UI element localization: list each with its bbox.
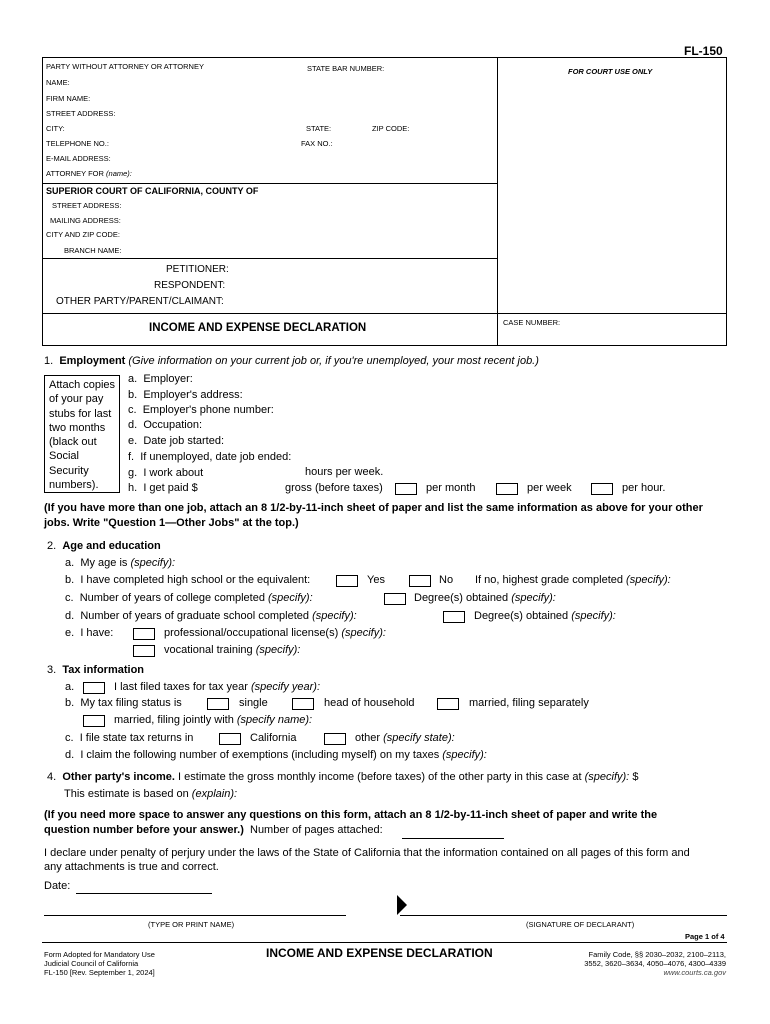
petitioner-label: PETITIONER: [166, 264, 229, 275]
license-label: professional/occupational license(s) (specify): [164, 627, 386, 639]
divider [42, 183, 497, 184]
divider [42, 313, 727, 314]
attorney-for-label: ATTORNEY FOR (name): [46, 169, 132, 178]
signature-line[interactable] [400, 915, 727, 916]
s3-heading: 3. Tax information [47, 664, 145, 676]
declaration-text-2: any attachments is true and correct. [44, 861, 219, 873]
respondent-label: RESPONDENT: [154, 280, 226, 291]
firm-label: FIRM NAME: [46, 94, 91, 103]
s2-a: a. My age is (specify): [65, 557, 176, 569]
california-checkbox[interactable] [219, 733, 241, 745]
hoh-label: head of household [324, 697, 415, 709]
last-filed-checkbox[interactable] [83, 682, 105, 694]
hs-yes-label: Yes [367, 574, 385, 586]
footer-adopted: Form Adopted for Mandatory Use [44, 950, 155, 959]
court-street-label: STREET ADDRESS: [52, 201, 122, 210]
s1-item-g: g. I work about [128, 467, 204, 479]
party-label: PARTY WITHOUT ATTORNEY OR ATTORNEY [46, 62, 204, 71]
hs-if-no-label: If no, highest grade completed (specify): [475, 574, 671, 586]
s2-e: e. I have: [65, 627, 114, 639]
hs-no-checkbox[interactable] [409, 575, 431, 587]
gross-label: gross (before taxes) [285, 482, 383, 494]
s1-item-e: e. Date job started: [128, 435, 225, 447]
signature-arrow-icon [397, 895, 409, 915]
s4-basis: This estimate is based on (explain): [64, 788, 238, 800]
more-jobs-note: (If you have more than one job, attach an 8 1/2-by-11-inch sheet of paper and list the same information as above for your other [44, 502, 703, 514]
city-label: CITY: [46, 124, 65, 133]
license-checkbox[interactable] [133, 628, 155, 640]
s3-a-letter: a. [65, 681, 75, 693]
fax-label: FAX NO.: [301, 139, 333, 148]
doc-title: INCOME AND EXPENSE DECLARATION [149, 322, 367, 334]
hoh-checkbox[interactable] [292, 698, 314, 710]
per-month-checkbox[interactable] [395, 483, 417, 495]
college-degree-checkbox[interactable] [384, 593, 406, 605]
mfj-label: married, filing jointly with (specify name): [114, 714, 313, 726]
hs-no-label: No [439, 574, 454, 586]
s1-item-d: d. Occupation: [128, 419, 203, 431]
case-number-label: CASE NUMBER: [503, 318, 561, 327]
phone-label: TELEPHONE NO.: [46, 139, 109, 148]
court-use-divider [497, 57, 498, 346]
footer-code-2: 3552, 3620–3634, 4050–4076, 4300–4339 [584, 959, 726, 968]
s2-d: d. Number of years of graduate school completed (specify): [65, 610, 357, 622]
vocational-label: vocational training (specify): [164, 644, 301, 656]
footer-title: INCOME AND EXPENSE DECLARATION [266, 946, 493, 960]
s3-c: c. I file state tax returns in [65, 732, 194, 744]
s1-item-b: b. Employer's address: [128, 389, 243, 401]
per-month-label: per month [426, 482, 476, 494]
footer-revision: FL-150 [Rev. September 1, 2024] [44, 968, 155, 977]
date-line[interactable] [76, 893, 212, 894]
s2-c: c. Number of years of college completed (specify): [65, 592, 313, 604]
court-branch-label: BRANCH NAME: [64, 246, 122, 255]
footer-council: Judicial Council of California [44, 959, 139, 968]
court-mailing-label: MAILING ADDRESS: [50, 216, 121, 225]
more-space-note: (If you need more space to answer any questions on this form, attach an 8 1/2-by-11-inch sheet of paper and write the [44, 809, 658, 821]
divider [42, 258, 497, 259]
s2-b: b. I have completed high school or the equivalent: [65, 574, 311, 586]
mfj-checkbox[interactable] [83, 715, 105, 727]
pages-attached-line[interactable] [402, 838, 504, 839]
name-label: NAME: [46, 78, 70, 87]
s3-b: b. My tax filing status is [65, 697, 182, 709]
s1-item-c: c. Employer's phone number: [128, 404, 274, 416]
s4-heading: 4. Other party's income. I estimate the gross monthly income (before taxes) of the other party in this case at (specify): $ [47, 771, 639, 783]
vocational-checkbox[interactable] [133, 645, 155, 657]
zip-label: ZIP CODE: [372, 124, 410, 133]
more-space-note-2: question number before your answer.) Number of pages attached: [44, 824, 383, 836]
signature-label: (SIGNATURE OF DECLARANT) [526, 920, 635, 929]
s1-item-a: a. Employer: [128, 373, 193, 385]
pay-stub-note: Attach copies of your pay stubs for last two months (black out Social Security numbers). [49, 379, 116, 492]
other-state-label: other (specify state): [355, 732, 455, 744]
footer-url[interactable]: www.courts.ca.gov [663, 968, 726, 977]
court-title: SUPERIOR COURT OF CALIFORNIA, COUNTY OF [46, 186, 259, 196]
declaration-text: I declare under penalty of perjury under the laws of the State of California that the information contained on all pages of this form and [44, 847, 690, 859]
court-city-zip-label: CITY AND ZIP CODE: [46, 230, 120, 239]
page-number: Page 1 of 4 [685, 932, 725, 941]
per-hour-checkbox[interactable] [591, 483, 613, 495]
form-id: FL-150 [684, 44, 723, 58]
per-week-checkbox[interactable] [496, 483, 518, 495]
single-checkbox[interactable] [207, 698, 229, 710]
per-hour-label: per hour. [622, 482, 666, 494]
footer-code-1: Family Code, §§ 2030–2032, 2100–2113, [588, 950, 726, 959]
per-week-label: per week [527, 482, 572, 494]
grad-degree-checkbox[interactable] [443, 611, 465, 623]
s1-heading: 1. Employment (Give information on your current job or, if you're unemployed, your most recent job.) [44, 355, 539, 367]
hours-per-week-label: hours per week. [305, 466, 384, 478]
type-name-label: (TYPE OR PRINT NAME) [148, 920, 235, 929]
other-state-checkbox[interactable] [324, 733, 346, 745]
s1-item-f: f. If unemployed, date job ended: [128, 451, 292, 463]
court-use-label: FOR COURT USE ONLY [568, 67, 653, 76]
s3-d: d. I claim the following number of exemptions (including myself) on my taxes (specify): [65, 749, 487, 761]
state-label: STATE: [306, 124, 332, 133]
street-label: STREET ADDRESS: [46, 109, 116, 118]
mfs-label: married, filing separately [469, 697, 589, 709]
state-bar-label: STATE BAR NUMBER: [307, 64, 385, 73]
california-label: California [250, 732, 297, 744]
grad-degree-label: Degree(s) obtained (specify): [474, 610, 616, 622]
college-degree-label: Degree(s) obtained (specify): [414, 592, 556, 604]
more-jobs-note-2: jobs. Write "Question 1—Other Jobs" at the top.) [44, 517, 299, 529]
s3-a: I last filed taxes for tax year (specify year): [114, 681, 321, 693]
s2-heading: 2. Age and education [47, 540, 161, 552]
footer-divider [42, 942, 727, 943]
s1-item-h: h. I get paid $ [128, 482, 198, 494]
hs-yes-checkbox[interactable] [336, 575, 358, 587]
other-party-label: OTHER PARTY/PARENT/CLAIMANT: [56, 296, 224, 307]
date-label: Date: [44, 880, 71, 892]
mfs-checkbox[interactable] [437, 698, 459, 710]
name-line[interactable] [44, 915, 346, 916]
single-label: single [239, 697, 268, 709]
email-label: E-MAIL ADDRESS: [46, 154, 111, 163]
